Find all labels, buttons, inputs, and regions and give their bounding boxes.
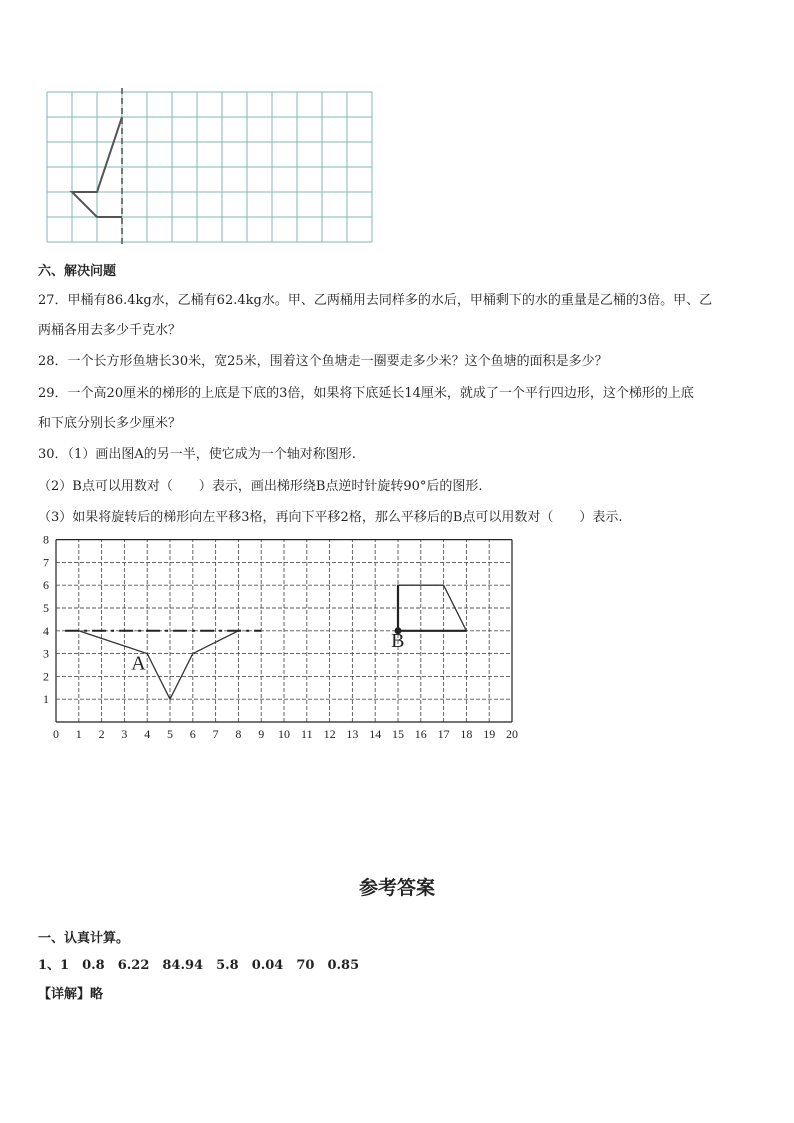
x-tick-label: 9 [258, 727, 265, 741]
trapezoid [398, 585, 466, 631]
y-tick-label: 8 [43, 532, 49, 547]
question-27-line1: 27．甲桶有86.4kg水，乙桶有62.4kg水。甲、乙两桶用去同样多的水后，甲桶剩下的水的重量是乙桶的3倍。甲、乙 [38, 293, 713, 308]
x-tick-label: 3 [121, 727, 128, 741]
question-30-part3: （3）如果将旋转后的梯形向左平移3格，再向下平移2格，那么平移后的B点可以用数对（ ）表示. [38, 510, 623, 525]
y-tick-label: 2 [43, 669, 49, 684]
x-tick-label: 13 [346, 727, 359, 741]
x-tick-label: 14 [369, 727, 382, 741]
answer-detail: 【详解】略 [38, 987, 104, 1002]
x-tick-label: 12 [323, 727, 336, 741]
question-29-line2: 和下底分别长多少厘米？ [38, 416, 182, 431]
x-tick-label: 1 [75, 727, 82, 741]
y-tick-label: 4 [43, 623, 49, 638]
symmetry-grid-figure [40, 86, 385, 248]
y-tick-label: 3 [43, 646, 49, 661]
x-tick-label: 17 [437, 727, 450, 741]
x-tick-label: 15 [392, 727, 404, 741]
y-tick-label: 6 [43, 578, 49, 593]
coordinate-grid-figure [28, 530, 528, 745]
top-grid-lines [47, 92, 372, 242]
x-tick-label: 18 [460, 727, 473, 741]
question-30-part2: （2）B点可以用数对（ ）表示，画出梯形绕B点逆时针旋转90°后的图形. [38, 479, 483, 494]
answer-1: 1、1 0.8 6.22 84.94 5.8 0.04 70 0.85 [38, 958, 360, 973]
section-title: 六、解决问题 [38, 264, 117, 279]
x-tick-label: 8 [235, 727, 242, 741]
label-b: B [391, 629, 405, 652]
x-tick-label: 19 [483, 727, 496, 741]
x-tick-label: 10 [278, 727, 290, 741]
x-tick-label: 4 [144, 727, 151, 741]
y-tick-label: 7 [43, 555, 49, 570]
y-tick-label: 1 [43, 692, 49, 707]
x-tick-label: 11 [301, 727, 313, 741]
x-tick-label: 6 [189, 727, 196, 741]
question-29-line1: 29．一个高20厘米的梯形的上底是下底的3倍，如果将下底延长14厘米，就成了一个平行四边形，这个梯形的上底 [38, 386, 694, 401]
y-tick-label: 5 [43, 601, 49, 615]
question-27-line2: 两桶各用去多少千克水？ [38, 323, 182, 338]
x-tick-label: 0 [53, 727, 59, 741]
answers-section1: 一、认真计算。 [38, 931, 130, 946]
x-tick-label: 2 [98, 727, 105, 741]
question-30-part1: 30．（1）画出图A的另一半，使它成为一个轴对称图形. [38, 447, 356, 462]
coord-tick-labels [43, 533, 518, 741]
label-a: A [131, 652, 146, 675]
shape-a [79, 631, 239, 699]
x-tick-label: 5 [167, 727, 173, 741]
x-tick-label: 7 [212, 727, 219, 741]
x-tick-label: 16 [414, 727, 427, 741]
answers-title: 参考答案 [358, 877, 435, 899]
x-tick-label: 20 [506, 727, 518, 741]
question-28: 28．一个长方形鱼塘长30米，宽25米，围着这个鱼塘走一圈要走多少米？这个鱼塘的面积是多少？ [38, 354, 608, 369]
